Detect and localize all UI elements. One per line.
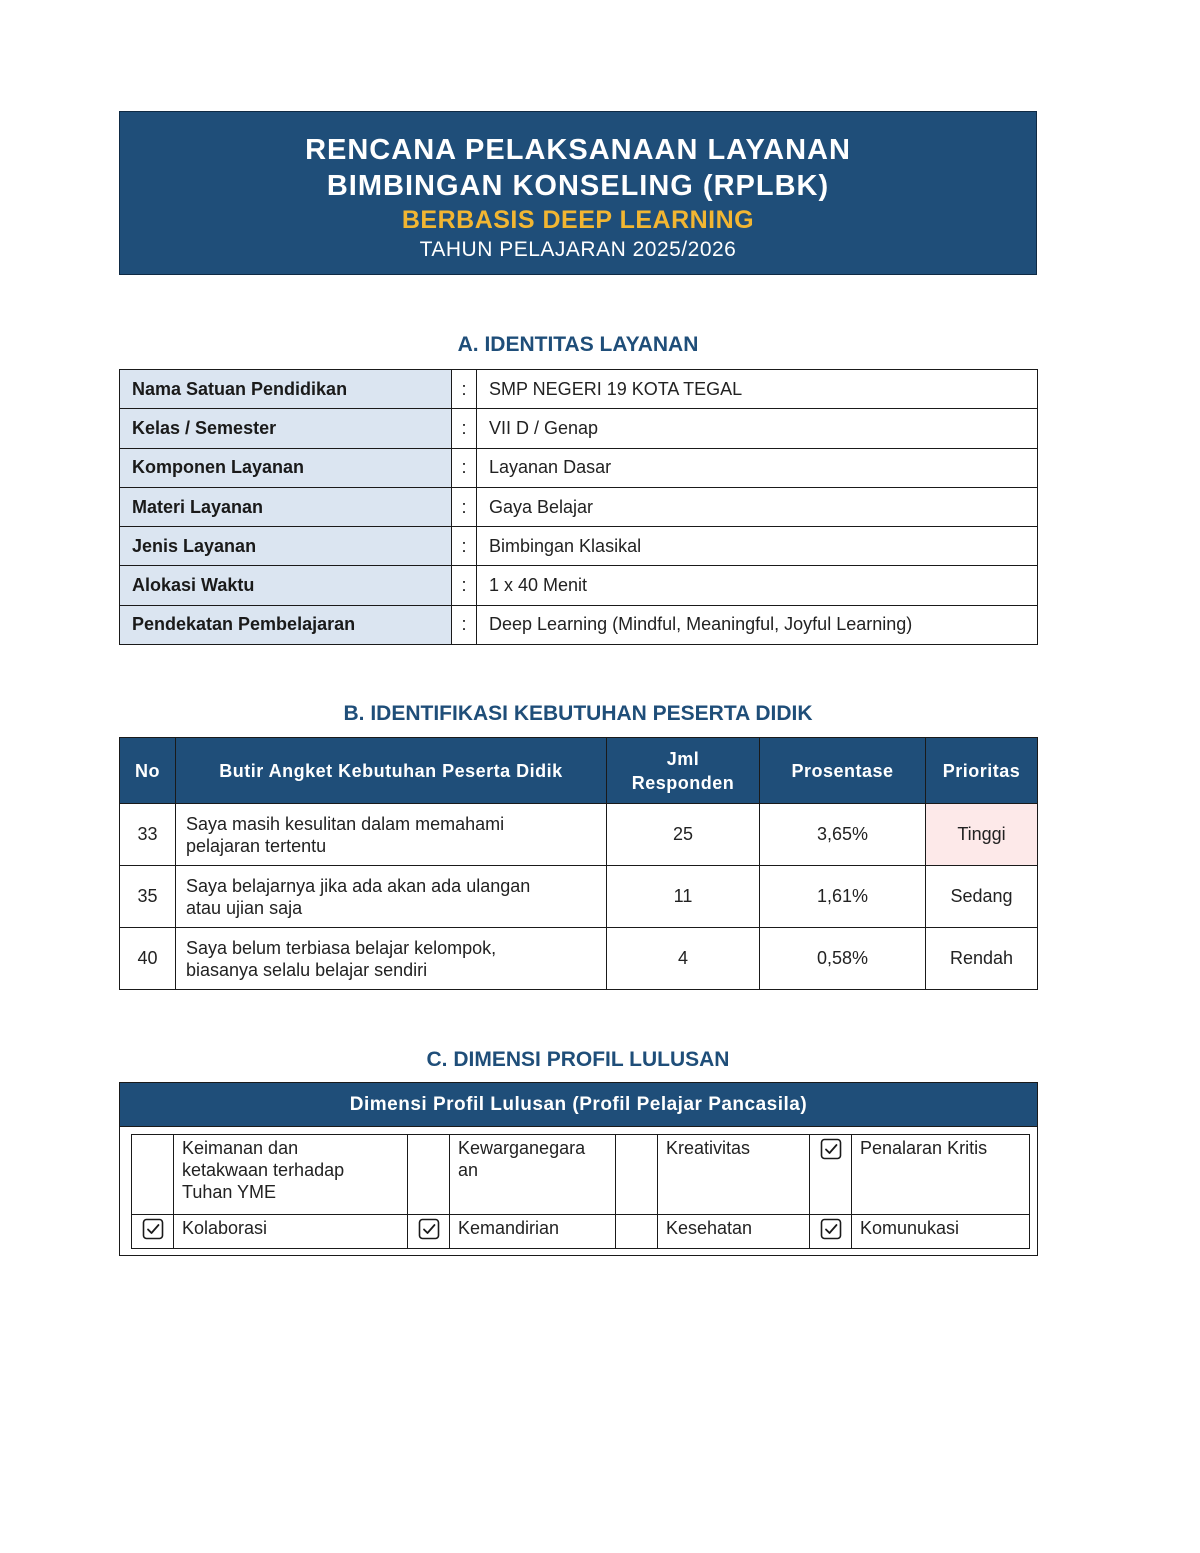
row-butir-line-1: Saya belum terbiasa belajar kelompok, bbox=[186, 937, 497, 958]
identitas-layanan-table bbox=[119, 369, 1038, 645]
profil-label-line: Kreativitas bbox=[666, 1138, 751, 1158]
kebutuhan-header-row bbox=[120, 738, 1038, 804]
profil-label bbox=[852, 1215, 1030, 1249]
identitas-row bbox=[120, 605, 1038, 644]
row-butir bbox=[176, 928, 607, 990]
profil-label-line: Komunukasi bbox=[860, 1218, 960, 1238]
identitas-label: Materi Layanan bbox=[120, 487, 452, 526]
identitas-row bbox=[120, 448, 1038, 487]
profil-checkbox-cell[interactable] bbox=[408, 1215, 450, 1249]
section-b-title: B. IDENTIFIKASI KEBUTUHAN PESERTA DIDIK bbox=[343, 702, 813, 725]
identitas-value: Layanan Dasar bbox=[477, 448, 1038, 487]
profil-label-line: Kewarganegara bbox=[458, 1138, 586, 1158]
identitas-row bbox=[120, 566, 1038, 605]
row-no: 33 bbox=[120, 804, 176, 866]
identitas-row bbox=[120, 487, 1038, 526]
profil-label-line: Tuhan YME bbox=[182, 1182, 277, 1202]
profil-checkbox-cell[interactable] bbox=[132, 1135, 174, 1215]
profil-row bbox=[132, 1135, 1030, 1215]
identitas-value: Gaya Belajar bbox=[477, 487, 1038, 526]
row-butir bbox=[176, 866, 607, 928]
profil-checkbox-cell[interactable] bbox=[810, 1215, 852, 1249]
profil-lulusan-table bbox=[131, 1134, 1030, 1249]
document-title-line-1: RENCANA PELAKSANAAN LAYANAN bbox=[305, 134, 851, 166]
profil-checkbox-cell[interactable] bbox=[616, 1135, 658, 1215]
header-jml-line-2: Responden bbox=[631, 772, 735, 793]
header-jml-responden bbox=[607, 738, 760, 804]
profil-checkbox-cell[interactable] bbox=[132, 1215, 174, 1249]
profil-row bbox=[132, 1215, 1030, 1249]
row-butir-line-2: atau ujian saja bbox=[186, 897, 303, 918]
profil-label bbox=[658, 1135, 810, 1215]
identitas-value: VII D / Genap bbox=[477, 409, 1038, 448]
profil-label-line: Kemandirian bbox=[458, 1218, 560, 1238]
profil-label bbox=[658, 1215, 810, 1249]
profil-checkbox-cell[interactable] bbox=[616, 1215, 658, 1249]
profil-label-line: ketakwaan terhadap bbox=[182, 1160, 345, 1180]
identitas-row bbox=[120, 409, 1038, 448]
identitas-value: 1 x 40 Menit bbox=[477, 566, 1038, 605]
profil-lulusan-box bbox=[119, 1082, 1038, 1256]
identitas-label: Alokasi Waktu bbox=[120, 566, 452, 605]
section-a-title: A. IDENTITAS LAYANAN bbox=[457, 333, 699, 356]
row-butir bbox=[176, 804, 607, 866]
row-butir-line-1: Saya belajarnya jika ada akan ada ulangan bbox=[186, 875, 531, 896]
identitas-colon: : bbox=[452, 566, 477, 605]
row-prioritas: Tinggi bbox=[926, 804, 1038, 866]
profil-lulusan-header: Dimensi Profil Lulusan (Profil Pelajar Pancasila) bbox=[120, 1083, 1037, 1127]
kebutuhan-table bbox=[119, 737, 1038, 990]
section-c-title: C. DIMENSI PROFIL LULUSAN bbox=[426, 1048, 730, 1071]
document-subtitle: BERBASIS DEEP LEARNING bbox=[401, 206, 755, 234]
kebutuhan-row bbox=[120, 804, 1038, 866]
header-jml-line-1: Jml bbox=[666, 748, 700, 769]
profil-label bbox=[174, 1135, 408, 1215]
identitas-label: Komponen Layanan bbox=[120, 448, 452, 487]
row-prosentase: 3,65% bbox=[760, 804, 926, 866]
profil-label-line: Kesehatan bbox=[666, 1218, 753, 1238]
identitas-row bbox=[120, 527, 1038, 566]
row-prioritas: Rendah bbox=[926, 928, 1038, 990]
profil-label bbox=[852, 1135, 1030, 1215]
profil-label-line: an bbox=[458, 1160, 479, 1180]
row-butir-line-2: biasanya selalu belajar sendiri bbox=[186, 959, 428, 980]
header-prioritas: Prioritas bbox=[926, 738, 1038, 804]
row-prioritas: Sedang bbox=[926, 866, 1038, 928]
row-jml-responden: 25 bbox=[607, 804, 760, 866]
row-no: 40 bbox=[120, 928, 176, 990]
profil-label-line: Penalaran Kritis bbox=[860, 1138, 988, 1158]
profil-label-line: Kolaborasi bbox=[182, 1218, 268, 1238]
identitas-colon: : bbox=[452, 409, 477, 448]
row-butir-line-1: Saya masih kesulitan dalam memahami bbox=[186, 813, 505, 834]
identitas-label: Kelas / Semester bbox=[120, 409, 452, 448]
profil-label bbox=[450, 1215, 616, 1249]
header-no: No bbox=[120, 738, 176, 804]
checked-box-icon[interactable] bbox=[418, 1218, 440, 1240]
row-jml-responden: 11 bbox=[607, 866, 760, 928]
checked-box-icon[interactable] bbox=[820, 1218, 842, 1240]
row-prosentase: 1,61% bbox=[760, 866, 926, 928]
profil-label bbox=[174, 1215, 408, 1249]
checked-box-icon[interactable] bbox=[820, 1138, 842, 1160]
identitas-value: Bimbingan Klasikal bbox=[477, 527, 1038, 566]
identitas-value: SMP NEGERI 19 KOTA TEGAL bbox=[477, 370, 1038, 409]
row-jml-responden: 4 bbox=[607, 928, 760, 990]
profil-label bbox=[450, 1135, 616, 1215]
profil-checkbox-cell[interactable] bbox=[810, 1135, 852, 1215]
profil-checkbox-cell[interactable] bbox=[408, 1135, 450, 1215]
identitas-colon: : bbox=[452, 527, 477, 566]
identitas-label: Pendekatan Pembelajaran bbox=[120, 605, 452, 644]
identitas-colon: : bbox=[452, 448, 477, 487]
row-no: 35 bbox=[120, 866, 176, 928]
header-butir: Butir Angket Kebutuhan Peserta Didik bbox=[176, 738, 607, 804]
kebutuhan-row bbox=[120, 928, 1038, 990]
academic-year: TAHUN PELAJARAN 2025/2026 bbox=[419, 238, 737, 261]
identitas-row bbox=[120, 370, 1038, 409]
document-title-line-2: BIMBINGAN KONSELING (RPLBK) bbox=[326, 170, 830, 202]
identitas-label: Jenis Layanan bbox=[120, 527, 452, 566]
identitas-colon: : bbox=[452, 487, 477, 526]
row-prosentase: 0,58% bbox=[760, 928, 926, 990]
header-prosentase: Prosentase bbox=[760, 738, 926, 804]
identitas-colon: : bbox=[452, 370, 477, 409]
profil-label-line: Keimanan dan bbox=[182, 1138, 299, 1158]
identitas-label: Nama Satuan Pendidikan bbox=[120, 370, 452, 409]
identitas-colon: : bbox=[452, 605, 477, 644]
row-butir-line-2: pelajaran tertentu bbox=[186, 835, 327, 856]
checked-box-icon[interactable] bbox=[142, 1218, 164, 1240]
document-header-banner bbox=[119, 111, 1037, 275]
identitas-value: Deep Learning (Mindful, Meaningful, Joyful Learning) bbox=[477, 605, 1038, 644]
kebutuhan-row bbox=[120, 866, 1038, 928]
